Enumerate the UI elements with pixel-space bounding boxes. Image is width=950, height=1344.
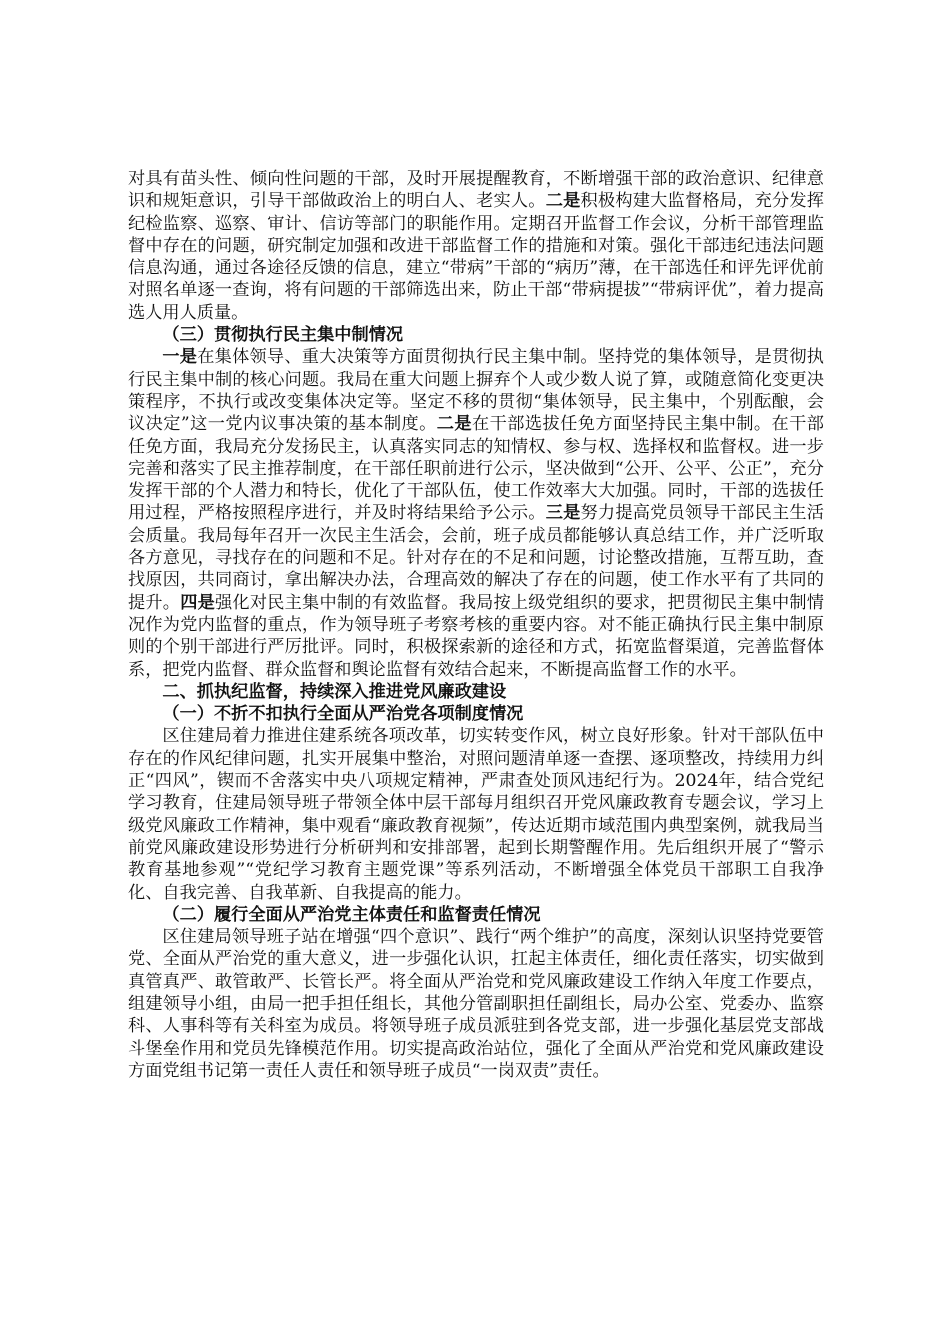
lead-phrase: 一是: [162, 347, 198, 368]
paragraph-text: 强化对民主集中制的有效监督。我局按上级党组织的要求，把贯彻民主集中制情况作为党内监督的重点，作为领导班子考察考核的重要内容。对不能正确执行民主集中制原则的个别干部进行严厉批评。同时，积极探索新的途径和方式，拓宽监督渠道，完善监督体系，把党内监督、群众监督和舆论监督有效结合起来，不断提高监督工作的水平。: [128, 592, 824, 680]
lead-phrase: 四是: [180, 592, 216, 613]
paragraph-text: 在集体领导、重大决策等方面贯彻执行民主集中制。坚持党的集体领导，是贯彻执行民主集中制的核心问题。我局在重大问题上摒弃个人或少数人说了算，或随意简化变更决策程序，不执行或改变集体决定等。坚定不移的贯彻“集体领导，民主集中，个别酝酿，会议决定”这一党内议事决策的基本制度。: [128, 347, 824, 435]
section-heading-democratic-centralism: （三）贯彻执行民主集中制情况: [162, 325, 404, 346]
chapter-heading-discipline: 二、抓执纪监督，持续深入推进党风廉政建设: [162, 681, 507, 702]
section-heading-main-responsibility: （二）履行全面从严治党主体责任和监督责任情况: [162, 904, 541, 925]
paragraph-text: 积极构建大监督格局，充分发挥纪检监察、巡察、审计、信访等部门的职能作用。定期召开监督工作会议，分析干部管理监督中存在的问题，研究制定加强和改进干部监督工作的措施和对策。强化干部违纪违法问题信息沟通，通过各途径反馈的信息，建立“带病”干部的“病历”薄，在干部选任和评先评优前对照名单逐一查询，将有问题的干部筛选出来，防止干部“带病提拔”“带病评优”，着力提高选人用人质量。: [128, 191, 824, 323]
paragraph-text: 努力提高党员领导干部民主生活会质量。我局每年召开一次民主生活会，会前，班子成员都能够认真总结工作，并广泛听取各方意见，寻找存在的问题和不足。针对存在的不足和问题，讨论整改措施，互帮互助，查找原因，共同商讨，拿出解决办法，合理高效的解决了存在的问题，使工作水平有了共同的提升。: [128, 503, 824, 613]
lead-phrase: 二是: [545, 191, 581, 212]
paragraph-strict-governance-rules: 区住建局着力推进住建系统各项改革，切实转变作风，树立良好形象。针对干部队伍中存在的作风纪律问题，扎实开展集中整治，对照问题清单逐一查摆、逐项整改，持续用力纠正“四风”，锲而不舍落实中央八项规定精神，严肃查处顶风违纪行为。2024年，结合党纪学习教育，住建局领导班子带领全体中层干部每月组织召开党风廉政教育专题会议，学习上级党风廉政工作精神，集中观看“廉政教育视频”，传达近期市域范围内典型案例，就我局当前党风廉政建设形势进行分析研判和安排部署，起到长期警醒作用。先后组织开展了“警示教育基地参观”“党纪学习教育主题党课”等系列活动，不断增强全体党员干部职工自我净化、自我完善、自我革新、自我提高的能力。: [128, 726, 824, 903]
paragraph-text: 对具有苗头性、倾向性问题的干部，及时开展提醒教育，不断增强干部的政治意识、纪律意识和规矩意识，引导干部做政治上的明白人、老实人。: [128, 169, 824, 212]
paragraph-text: 在干部选拔任免方面坚持民主集中制。在干部任免方面，我局充分发扬民主，认真落实同志的知情权、参与权、选择权和监督权。进一步完善和落实了民主推荐制度，在干部任职前进行公示，坚决做到“公开、公平、公正”，充分发挥干部的个人潜力和特长，优化了干部队伍，使工作效率大大加强。同时，干部的选拔任用过程，严格按照程序进行，并及时将结果给予公示。: [128, 414, 824, 524]
paragraph-main-responsibility: 区住建局领导班子站在增强“四个意识”、践行“两个维护”的高度，深刻认识坚持党要管党、全面从严治党的重大意义，进一步强化认识，扛起主体责任，细化责任落实，切实做到真管真严、敢管敢严、长管长严。将全面从严治党和党风廉政建设工作纳入年度工作要点，组建领导小组，由局一把手担任组长，其他分管副职担任副组长，局办公室、党委办、监察科、人事科等有关科室为成员。将领导班子成员派驻到各党支部，进一步强化基层党支部战斗堡垒作用和党员先锋模范作用。切实提高政治站位，强化了全面从严治党和党风廉政建设方面党组书记第一责任人责任和领导班子成员“一岗双责”责任。: [128, 927, 824, 1081]
section-heading-strict-governance-rules: （一）不折不扣执行全面从严治党各项制度情况: [162, 704, 524, 725]
lead-phrase: 二是: [436, 414, 473, 435]
paragraph-supervision-continued: [128, 168, 824, 324]
document-body: [128, 168, 824, 1082]
lead-phrase: 三是: [545, 503, 581, 524]
paragraph-democratic-centralism: [128, 346, 824, 680]
